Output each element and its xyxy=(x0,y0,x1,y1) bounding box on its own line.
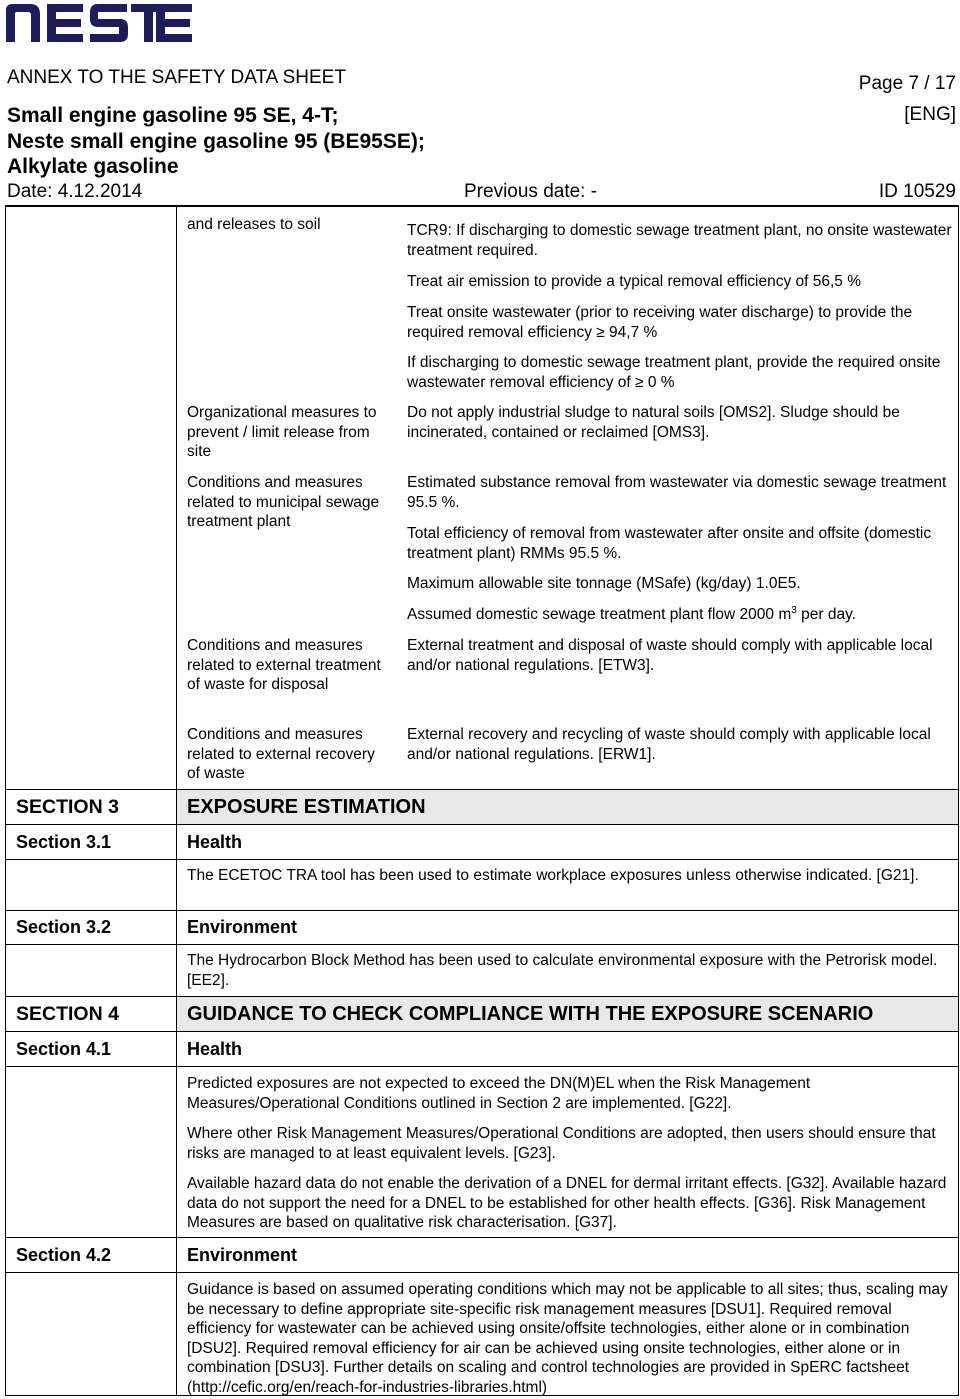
section32-label: Section 3.2 xyxy=(16,917,112,937)
section42-label: Section 4.2 xyxy=(16,1245,112,1265)
section32-text: The Hydrocarbon Block Method has been used to calculate environmental exposure with the Petrorisk model. [EE2]. xyxy=(187,952,938,989)
language-code: [ENG] xyxy=(904,104,956,125)
neste-logo xyxy=(6,4,192,42)
row-value-plant-flow: Assumed domestic sewage treatment plant flow 2000 $m^3$ per day. xyxy=(407,604,856,623)
previous-date: Previous date: - xyxy=(464,181,598,202)
rule-after-section41 xyxy=(5,1066,959,1067)
row-label-releases-to-soil: and releases to soil xyxy=(187,216,321,233)
row-value: External treatment and disposal of waste should comply with applicable local and/or national regulations. [ETW3]. xyxy=(407,637,933,674)
rule-after-section32 xyxy=(5,944,959,945)
rule-after-section4 xyxy=(5,1031,959,1032)
section41-paragraph: Available hazard data do not enable the derivation of a DNEL for dermal irritant effects. [G32]. Available hazard data do not support the need for a DNEL to be established for other health effects. [G36]. Risk Management Measures are based on qualitative risk characterisation. [G37]. xyxy=(187,1175,947,1231)
section41-paragraph: Where other Risk Management Measures/Operational Conditions are adopted, then users should ensure that risks are managed to at least equivalent levels. [G23]. xyxy=(187,1125,936,1162)
section32-title: Environment xyxy=(187,917,298,937)
product-name-line-2: Neste small engine gasoline 95 (BE95SE); xyxy=(7,130,425,153)
row-value: Maximum allowable site tonnage (MSafe) (kg/day) 1.0E5. xyxy=(407,575,801,592)
row-value: Treat onsite wastewater (prior to receiving water discharge) to provide the required removal efficiency ≥ 94,7 % xyxy=(407,304,913,341)
rule-after-section42 xyxy=(5,1272,959,1273)
section3-label: SECTION 3 xyxy=(16,796,119,818)
section42-text: Guidance is based on assumed operating conditions which may not be applicable to all sites; thus, scaling may be necessary to define appropriate site-specific risk management measures [DSU1]. Required removal efficiency for wastewater can be achieved using onsite/offsite technologies, either alone or in combination [DSU2]. Required removal efficiency for air can be achieved using onsite technologies, either alone or in combination [DSU3]. Further details on scaling and control technologies are provided in SpERC factsheet (http://cefic.org/en/reach-for-industries-libraries.html) xyxy=(187,1281,948,1396)
row-label-organizational-measures: Organizational measures to prevent / limit release from site xyxy=(187,404,377,460)
section41-label: Section 4.1 xyxy=(16,1039,112,1059)
row-value: Estimated substance removal from wastewater via domestic sewage treatment 95.5 %. xyxy=(407,474,947,511)
section3-title: EXPOSURE ESTIMATION xyxy=(187,796,426,818)
section42-title: Environment xyxy=(187,1245,298,1265)
section31-label: Section 3.1 xyxy=(16,832,112,852)
product-name-line-3: Alkylate gasoline xyxy=(7,155,179,178)
section41-title: Health xyxy=(187,1039,243,1059)
row-label-external-recovery: Conditions and measures related to external recovery of waste xyxy=(187,726,375,782)
column-divider xyxy=(176,206,177,1395)
row-label-municipal-sewage: Conditions and measures related to municipal sewage treatment plant xyxy=(187,474,380,530)
row-value: Do not apply industrial sludge to natural soils [OMS2]. Sludge should be incinerated, contained or reclaimed [OMS3]. xyxy=(407,404,900,441)
row-value: Total efficiency of removal from wastewater after onsite and offsite (domestic treatment plant) RMMs 95.5 %. xyxy=(407,525,932,562)
row-value: External recovery and recycling of waste should comply with applicable local and/or national regulations. [ERW1]. xyxy=(407,726,931,763)
annex-title: ANNEX TO THE SAFETY DATA SHEET xyxy=(7,67,346,88)
rule-after-section31 xyxy=(5,859,959,860)
row-value: If discharging to domestic sewage treatment plant, provide the required onsite wastewater removal efficiency of ≥ 0 % xyxy=(407,354,941,391)
issue-date: Date: 4.12.2014 xyxy=(7,181,143,202)
section4-label: SECTION 4 xyxy=(16,1003,119,1025)
product-name-line-1: Small engine gasoline 95 SE, 4-T; xyxy=(7,104,339,127)
row-value: Treat air emission to provide a typical removal efficiency of 56,5 % xyxy=(407,273,862,290)
section4-title: GUIDANCE TO CHECK COMPLIANCE WITH THE EXPOSURE SCENARIO xyxy=(187,1003,874,1025)
page-number: Page 7 / 17 xyxy=(858,73,956,94)
section31-title: Health xyxy=(187,832,243,852)
document-id: ID 10529 xyxy=(878,181,956,202)
rule-before-section3 xyxy=(5,789,959,790)
date-line xyxy=(7,181,956,205)
rule-after-section3 xyxy=(5,824,959,825)
row-label-external-treatment: Conditions and measures related to external treatment of waste for disposal xyxy=(187,637,381,693)
rule-before-section42 xyxy=(5,1237,959,1238)
section41-paragraph: Predicted exposures are not expected to exceed the DN(M)EL when the Risk Management Measures/Operational Conditions outlined in Section 2 are implemented. [G22]. xyxy=(187,1075,811,1112)
section31-text: The ECETOC TRA tool has been used to estimate workplace exposures unless otherwise indicated. [G21]. xyxy=(187,867,919,884)
rule-before-section32 xyxy=(5,910,959,911)
rule-before-section4 xyxy=(5,996,959,997)
row-value: TCR9: If discharging to domestic sewage treatment plant, no onsite wastewater treatment required. xyxy=(407,222,952,259)
